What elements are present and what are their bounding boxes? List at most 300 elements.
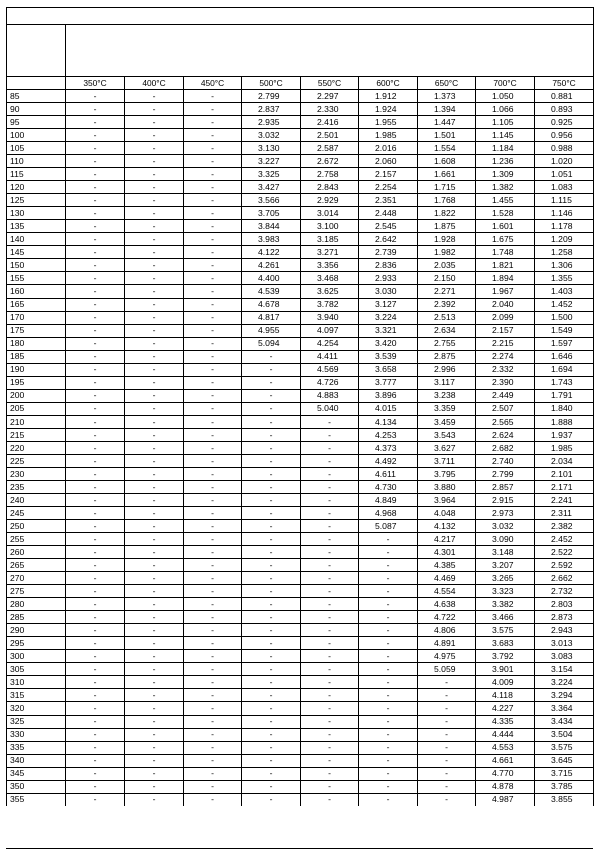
table-cell: 3.627 [418, 441, 476, 454]
table-cell: - [125, 533, 184, 546]
table-cell: - [184, 415, 242, 428]
table-cell: - [125, 415, 184, 428]
table-cell: 2.452 [535, 533, 594, 546]
table-cell: 4.132 [418, 520, 476, 533]
table-cell: - [125, 480, 184, 493]
table-cell: - [301, 507, 359, 520]
table-row [7, 454, 594, 467]
table-cell: 4.400 [242, 272, 301, 285]
row-key-cell: 130 [7, 207, 66, 220]
table-cell: - [242, 376, 301, 389]
table-cell: - [184, 624, 242, 637]
table-cell: - [184, 689, 242, 702]
table-cell: - [66, 90, 125, 103]
table-cell: - [242, 559, 301, 572]
table-cell: - [359, 650, 418, 663]
table-cell: - [125, 441, 184, 454]
table-cell: - [184, 207, 242, 220]
table-cell: 3.207 [476, 559, 535, 572]
table-cell: - [184, 493, 242, 506]
table-cell: - [125, 194, 184, 207]
table-row [7, 663, 594, 676]
table-cell: - [184, 676, 242, 689]
table-cell: 1.146 [535, 207, 594, 220]
table-row [7, 520, 594, 533]
table-cell: - [66, 350, 125, 363]
column-header: 700°C [476, 77, 535, 90]
table-cell: 1.528 [476, 207, 535, 220]
table-cell: 1.382 [476, 181, 535, 194]
table-cell: 2.732 [535, 585, 594, 598]
table-cell: 4.217 [418, 533, 476, 546]
table-cell: 1.928 [418, 233, 476, 246]
row-key-cell: 240 [7, 493, 66, 506]
table-cell: 1.455 [476, 194, 535, 207]
table-cell: - [242, 428, 301, 441]
table-cell: 2.171 [535, 480, 594, 493]
table-row [7, 324, 594, 337]
table-cell: 4.048 [418, 507, 476, 520]
table-cell: - [301, 663, 359, 676]
table-cell: 4.611 [359, 467, 418, 480]
table-cell: - [66, 233, 125, 246]
table-cell: 2.332 [476, 363, 535, 376]
table-cell: - [66, 415, 125, 428]
table-row [7, 129, 594, 142]
table-cell: - [125, 298, 184, 311]
table-cell: 1.675 [476, 233, 535, 246]
table-cell: - [184, 363, 242, 376]
table-cell: - [184, 598, 242, 611]
table-cell: - [184, 507, 242, 520]
table-cell: - [184, 129, 242, 142]
table-cell: - [125, 676, 184, 689]
table-cell: 2.836 [359, 259, 418, 272]
table-cell: - [125, 637, 184, 650]
table-row [7, 155, 594, 168]
table-cell: - [184, 467, 242, 480]
row-key-cell: 310 [7, 676, 66, 689]
table-cell: - [184, 611, 242, 624]
table-row [7, 702, 594, 715]
table-cell: 2.416 [301, 116, 359, 129]
table-cell: 3.785 [535, 780, 594, 793]
table-row [7, 533, 594, 546]
table-cell: - [125, 402, 184, 415]
table-cell: - [301, 767, 359, 780]
table-cell: 1.601 [476, 220, 535, 233]
row-key-cell: 140 [7, 233, 66, 246]
table-cell: 4.301 [418, 546, 476, 559]
table-cell: 4.968 [359, 507, 418, 520]
table-cell: 1.924 [359, 103, 418, 116]
table-cell: 1.051 [535, 168, 594, 181]
table-cell: 3.323 [476, 585, 535, 598]
table-cell: - [66, 480, 125, 493]
row-key-cell: 175 [7, 324, 66, 337]
table-cell: 2.016 [359, 142, 418, 155]
table-cell: 4.726 [301, 376, 359, 389]
table-cell: - [66, 767, 125, 780]
table-cell: - [242, 585, 301, 598]
table-cell: 1.768 [418, 194, 476, 207]
table-cell: 3.434 [535, 715, 594, 728]
table-cell: - [125, 129, 184, 142]
table-cell: - [242, 598, 301, 611]
table-cell: - [66, 376, 125, 389]
table-cell: 1.184 [476, 142, 535, 155]
table-cell: 1.694 [535, 363, 594, 376]
table-cell: 4.122 [242, 246, 301, 259]
table-row [7, 246, 594, 259]
table-cell: 4.492 [359, 454, 418, 467]
table-cell: 3.382 [476, 598, 535, 611]
table-cell: - [301, 598, 359, 611]
table-cell: - [125, 207, 184, 220]
row-key-cell: 260 [7, 546, 66, 559]
table-cell: - [66, 650, 125, 663]
table-cell: - [184, 767, 242, 780]
table-cell: 4.806 [418, 624, 476, 637]
table-cell: - [242, 637, 301, 650]
table-cell: - [359, 585, 418, 598]
table-cell: - [242, 507, 301, 520]
table-cell: 3.625 [301, 285, 359, 298]
row-key-cell: 225 [7, 454, 66, 467]
data-table-document [6, 7, 593, 806]
table-cell: - [301, 741, 359, 754]
table-cell: - [184, 572, 242, 585]
table-cell: 2.662 [535, 572, 594, 585]
column-header: 350°C [66, 77, 125, 90]
table-cell: - [66, 220, 125, 233]
table-row [7, 767, 594, 780]
table-cell: - [418, 728, 476, 741]
row-key-cell: 160 [7, 285, 66, 298]
table-cell: - [359, 767, 418, 780]
table-cell: 1.967 [476, 285, 535, 298]
table-cell: 1.715 [418, 181, 476, 194]
table-cell: - [66, 780, 125, 793]
table-cell: - [66, 507, 125, 520]
table-row [7, 793, 594, 806]
table-cell: 1.115 [535, 194, 594, 207]
table-cell: 3.325 [242, 168, 301, 181]
table-cell: 2.522 [535, 546, 594, 559]
table-cell: 2.241 [535, 493, 594, 506]
table-cell: 1.840 [535, 402, 594, 415]
table-row [7, 298, 594, 311]
row-key-cell: 185 [7, 350, 66, 363]
table-cell: - [125, 559, 184, 572]
column-header: 750°C [535, 77, 594, 90]
table-cell: 1.549 [535, 324, 594, 337]
table-cell: 1.608 [418, 155, 476, 168]
table-cell: - [301, 585, 359, 598]
table-cell: 3.880 [418, 480, 476, 493]
table-cell: 2.034 [535, 454, 594, 467]
table-cell: 3.185 [301, 233, 359, 246]
table-cell: - [359, 533, 418, 546]
table-cell: 3.983 [242, 233, 301, 246]
table-cell: 4.254 [301, 337, 359, 350]
row-key-cell: 250 [7, 520, 66, 533]
table-cell: 3.466 [476, 611, 535, 624]
table-cell: 4.097 [301, 324, 359, 337]
column-header-row [7, 77, 594, 90]
table-cell: - [301, 467, 359, 480]
table-cell: - [66, 454, 125, 467]
row-key-cell: 335 [7, 741, 66, 754]
table-cell: 1.791 [535, 389, 594, 402]
table-cell: - [242, 663, 301, 676]
table-cell: - [125, 689, 184, 702]
table-cell: 2.157 [476, 324, 535, 337]
row-key-cell: 345 [7, 767, 66, 780]
table-cell: - [184, 298, 242, 311]
table-cell: - [184, 181, 242, 194]
table-cell: 4.678 [242, 298, 301, 311]
table-cell: 3.683 [476, 637, 535, 650]
table-cell: 1.500 [535, 311, 594, 324]
table-cell: 3.427 [242, 181, 301, 194]
table-cell: - [301, 520, 359, 533]
table-cell: - [359, 702, 418, 715]
table-cell: - [359, 559, 418, 572]
table-cell: - [125, 767, 184, 780]
table-cell: - [184, 715, 242, 728]
table-cell: 1.394 [418, 103, 476, 116]
table-cell: - [125, 168, 184, 181]
table-cell: 0.956 [535, 129, 594, 142]
table-cell: 4.891 [418, 637, 476, 650]
table-cell: - [125, 376, 184, 389]
table-cell: 4.849 [359, 493, 418, 506]
table-cell: - [418, 741, 476, 754]
table-cell: - [184, 741, 242, 754]
table-cell: - [184, 546, 242, 559]
table-cell: 2.875 [418, 350, 476, 363]
table-cell: 2.837 [242, 103, 301, 116]
table-cell: 1.646 [535, 350, 594, 363]
table-cell: 3.030 [359, 285, 418, 298]
table-cell: - [125, 337, 184, 350]
table-cell: - [418, 780, 476, 793]
table-cell: 2.351 [359, 194, 418, 207]
table-cell: - [184, 389, 242, 402]
table-cell: 3.148 [476, 546, 535, 559]
row-key-cell: 155 [7, 272, 66, 285]
row-key-cell: 145 [7, 246, 66, 259]
table-cell: 4.661 [476, 754, 535, 767]
table-cell: 2.803 [535, 598, 594, 611]
table-cell: 4.411 [301, 350, 359, 363]
table-row [7, 676, 594, 689]
table-cell: 1.306 [535, 259, 594, 272]
table-cell: 2.935 [242, 116, 301, 129]
table-cell: 2.755 [418, 337, 476, 350]
table-cell: - [125, 142, 184, 155]
table-cell: - [125, 507, 184, 520]
table-cell: - [125, 728, 184, 741]
table-cell: - [66, 298, 125, 311]
table-row [7, 389, 594, 402]
table-cell: 4.444 [476, 728, 535, 741]
table-cell: 2.101 [535, 467, 594, 480]
table-cell: - [66, 663, 125, 676]
table-cell: - [301, 637, 359, 650]
table-cell: - [242, 350, 301, 363]
table-cell: 2.330 [301, 103, 359, 116]
table-cell: 1.178 [535, 220, 594, 233]
pressure-temperature-table [6, 7, 594, 806]
table-cell: 3.359 [418, 402, 476, 415]
table-cell: - [125, 585, 184, 598]
table-cell: 2.587 [301, 142, 359, 155]
table-cell: 3.130 [242, 142, 301, 155]
table-cell: - [184, 350, 242, 363]
table-cell: 0.893 [535, 103, 594, 116]
row-key-cell: 300 [7, 650, 66, 663]
table-cell: - [242, 754, 301, 767]
row-key-cell: 320 [7, 702, 66, 715]
table-cell: - [125, 520, 184, 533]
table-cell: 2.843 [301, 181, 359, 194]
table-cell: 1.743 [535, 376, 594, 389]
table-cell: 2.271 [418, 285, 476, 298]
column-header: 450°C [184, 77, 242, 90]
column-group-header [66, 25, 594, 77]
table-cell: 2.215 [476, 337, 535, 350]
table-cell: - [359, 715, 418, 728]
table-cell: - [242, 624, 301, 637]
table-cell: - [359, 676, 418, 689]
table-cell: 1.309 [476, 168, 535, 181]
table-cell: - [66, 533, 125, 546]
table-cell: - [125, 389, 184, 402]
table-cell: - [301, 559, 359, 572]
table-cell: - [301, 754, 359, 767]
table-cell: - [359, 754, 418, 767]
table-row [7, 103, 594, 116]
table-cell: 3.543 [418, 428, 476, 441]
table-cell: - [242, 572, 301, 585]
table-cell: - [301, 624, 359, 637]
table-cell: 2.592 [535, 559, 594, 572]
table-cell: 2.740 [476, 454, 535, 467]
table-cell: - [359, 728, 418, 741]
table-cell: - [184, 520, 242, 533]
table-cell: - [242, 780, 301, 793]
table-cell: - [418, 676, 476, 689]
table-cell: - [125, 702, 184, 715]
table-cell: - [125, 181, 184, 194]
row-key-cell: 170 [7, 311, 66, 324]
table-cell: 0.925 [535, 116, 594, 129]
table-cell: - [242, 493, 301, 506]
table-cell: 3.117 [418, 376, 476, 389]
column-header: 550°C [301, 77, 359, 90]
table-cell: 1.888 [535, 415, 594, 428]
table-cell: 3.792 [476, 650, 535, 663]
table-cell: 2.035 [418, 259, 476, 272]
table-cell: 1.145 [476, 129, 535, 142]
table-cell: - [66, 194, 125, 207]
table-row [7, 415, 594, 428]
table-cell: - [242, 702, 301, 715]
table-cell: 2.449 [476, 389, 535, 402]
table-cell: 2.857 [476, 480, 535, 493]
table-cell: - [301, 715, 359, 728]
table-cell: 3.964 [418, 493, 476, 506]
table-row [7, 90, 594, 103]
table-row [7, 259, 594, 272]
table-cell: 4.638 [418, 598, 476, 611]
table-cell: 1.066 [476, 103, 535, 116]
row-key-cell: 270 [7, 572, 66, 585]
row-key-cell: 215 [7, 428, 66, 441]
table-cell: 1.083 [535, 181, 594, 194]
row-header-corner [7, 25, 66, 77]
table-cell: - [66, 285, 125, 298]
column-header: 500°C [242, 77, 301, 90]
table-row [7, 116, 594, 129]
table-cell: 3.645 [535, 754, 594, 767]
table-cell: - [66, 546, 125, 559]
table-cell: - [66, 624, 125, 637]
table-row [7, 715, 594, 728]
table-cell: 2.929 [301, 194, 359, 207]
table-cell: 1.501 [418, 129, 476, 142]
table-row [7, 480, 594, 493]
table-cell: - [184, 272, 242, 285]
table-cell: - [66, 324, 125, 337]
table-cell: - [301, 415, 359, 428]
table-cell: - [184, 793, 242, 806]
bottom-rule [6, 848, 593, 849]
table-cell: 4.335 [476, 715, 535, 728]
table-cell: 2.274 [476, 350, 535, 363]
table-cell: 1.373 [418, 90, 476, 103]
row-key-cell: 235 [7, 480, 66, 493]
table-cell: 1.822 [418, 207, 476, 220]
table-cell: - [125, 103, 184, 116]
table-cell: 2.634 [418, 324, 476, 337]
table-cell: 3.271 [301, 246, 359, 259]
table-cell: - [184, 428, 242, 441]
table-cell: 3.127 [359, 298, 418, 311]
table-cell: - [125, 454, 184, 467]
table-row [7, 546, 594, 559]
table-cell: 3.782 [301, 298, 359, 311]
table-cell: - [242, 533, 301, 546]
table-cell: 3.777 [359, 376, 418, 389]
table-cell: 4.373 [359, 441, 418, 454]
table-cell: - [66, 637, 125, 650]
table-row [7, 780, 594, 793]
table-cell: - [301, 480, 359, 493]
table-cell: - [125, 467, 184, 480]
table-cell: - [125, 272, 184, 285]
row-key-header [7, 77, 66, 90]
table-cell: 2.943 [535, 624, 594, 637]
table-cell: - [184, 585, 242, 598]
table-cell: 5.087 [359, 520, 418, 533]
table-cell: 3.855 [535, 793, 594, 806]
table-cell: 2.501 [301, 129, 359, 142]
table-cell: 3.100 [301, 220, 359, 233]
table-cell: 1.447 [418, 116, 476, 129]
